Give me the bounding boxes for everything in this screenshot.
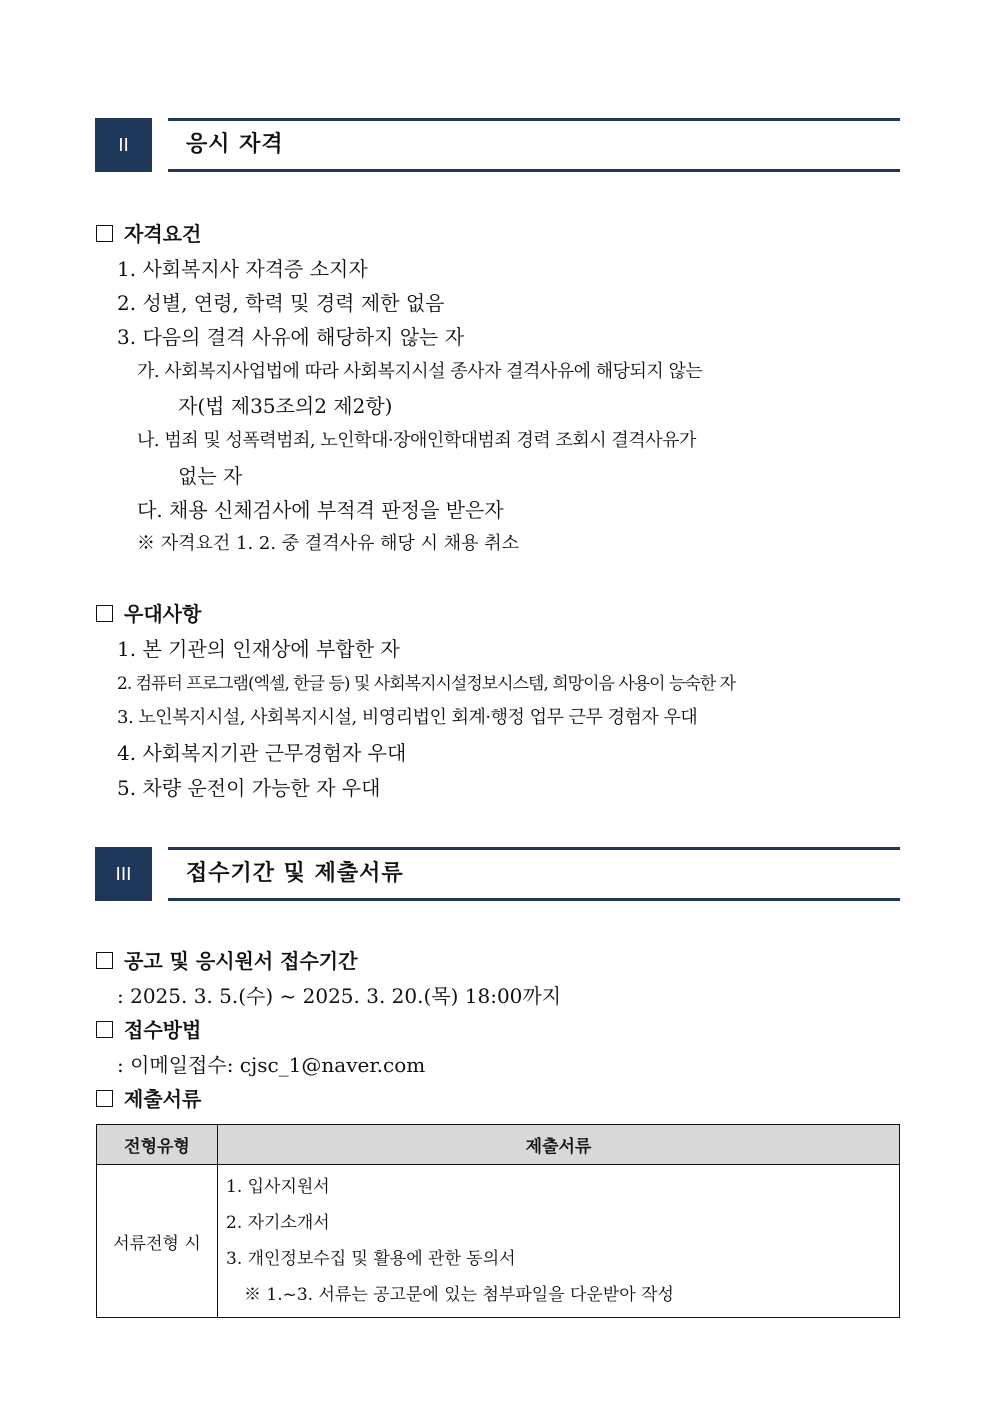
preferences-heading: 우대사항	[96, 597, 201, 631]
preference-item: 4. 사회복지기관 근무경험자 우대	[117, 741, 407, 765]
table-cell-docs	[218, 1165, 900, 1318]
section-title: 접수기간 및 제출서류	[186, 861, 404, 886]
checkbox-square-icon	[96, 952, 113, 969]
checkbox-square-icon	[96, 1021, 113, 1038]
preference-item: 1. 본 기관의 인재상에 부합한 자	[117, 637, 400, 661]
preference-item: 3. 노인복지시설, 사회복지시설, 비영리법인 회계·행정 업무 근무 경험자 우대	[117, 707, 698, 728]
qualification-item: 2. 성별, 연령, 학력 및 경력 제한 없음	[117, 291, 445, 315]
checkbox-square-icon	[96, 225, 113, 242]
section-title: 응시 자격	[186, 132, 284, 157]
documents-table	[96, 1124, 900, 1318]
table-cell-type: 서류전형 시	[97, 1165, 218, 1318]
method-value: : 이메일접수: cjsc_1@naver.com	[117, 1053, 426, 1077]
checkbox-square-icon	[96, 605, 113, 622]
qualification-subitem-cont: 없는 자	[178, 464, 243, 488]
document-item: 3. 개인정보수집 및 활용에 관한 동의서	[226, 1249, 516, 1269]
section-header-2	[95, 118, 900, 174]
qualification-subitem: 다. 채용 신체검사에 부적격 판정을 받은자	[137, 498, 504, 522]
qualification-subitem: 나. 범죄 및 성폭력범죄, 노인학대·장애인학대범죄 경력 조회시 결격사유가	[137, 430, 696, 451]
preference-item: 2. 컴퓨터 프로그램(엑셀, 한글 등) 및 사회복지시설정보시스템, 희망이음 사용이 능숙한 자	[117, 674, 736, 694]
table-header-docs: 제출서류	[218, 1125, 900, 1165]
qualification-subitem: 가. 사회복지사업법에 따라 사회복지시설 종사자 결격사유에 해당되지 않는	[137, 361, 703, 382]
document-item: 1. 입사지원서	[226, 1177, 330, 1197]
documents-heading: 제출서류	[96, 1082, 201, 1116]
qualifications-heading: 자격요건	[96, 217, 201, 251]
document-note: ※ 1.~3. 서류는 공고문에 있는 첨부파일을 다운받아 작성	[244, 1285, 674, 1305]
qualification-item: 3. 다음의 결격 사유에 해당하지 않는 자	[117, 325, 465, 349]
checkbox-square-icon	[96, 1090, 113, 1107]
period-value: : 2025. 3. 5.(수) ~ 2025. 3. 20.(목) 18:00까지	[117, 984, 562, 1008]
qualification-note: ※ 자격요건 1. 2. 중 결격사유 해당 시 채용 취소	[137, 533, 520, 554]
section-title-bar	[168, 847, 900, 901]
period-heading: 공고 및 응시원서 접수기간	[96, 944, 357, 978]
table-header-type: 전형유형	[97, 1125, 218, 1165]
table-row	[97, 1165, 900, 1318]
table-header-row	[97, 1125, 900, 1165]
qualification-item: 1. 사회복지사 자격증 소지자	[117, 257, 368, 281]
section-number: III	[95, 847, 152, 901]
section-number: II	[95, 118, 152, 172]
section-header-3	[95, 847, 900, 903]
document-item: 2. 자기소개서	[226, 1213, 330, 1233]
method-heading: 접수방법	[96, 1013, 201, 1047]
section-title-bar	[168, 118, 900, 172]
qualification-subitem-cont: 자(법 제35조의2 제2항)	[178, 394, 393, 418]
preference-item: 5. 차량 운전이 가능한 자 우대	[117, 776, 381, 800]
